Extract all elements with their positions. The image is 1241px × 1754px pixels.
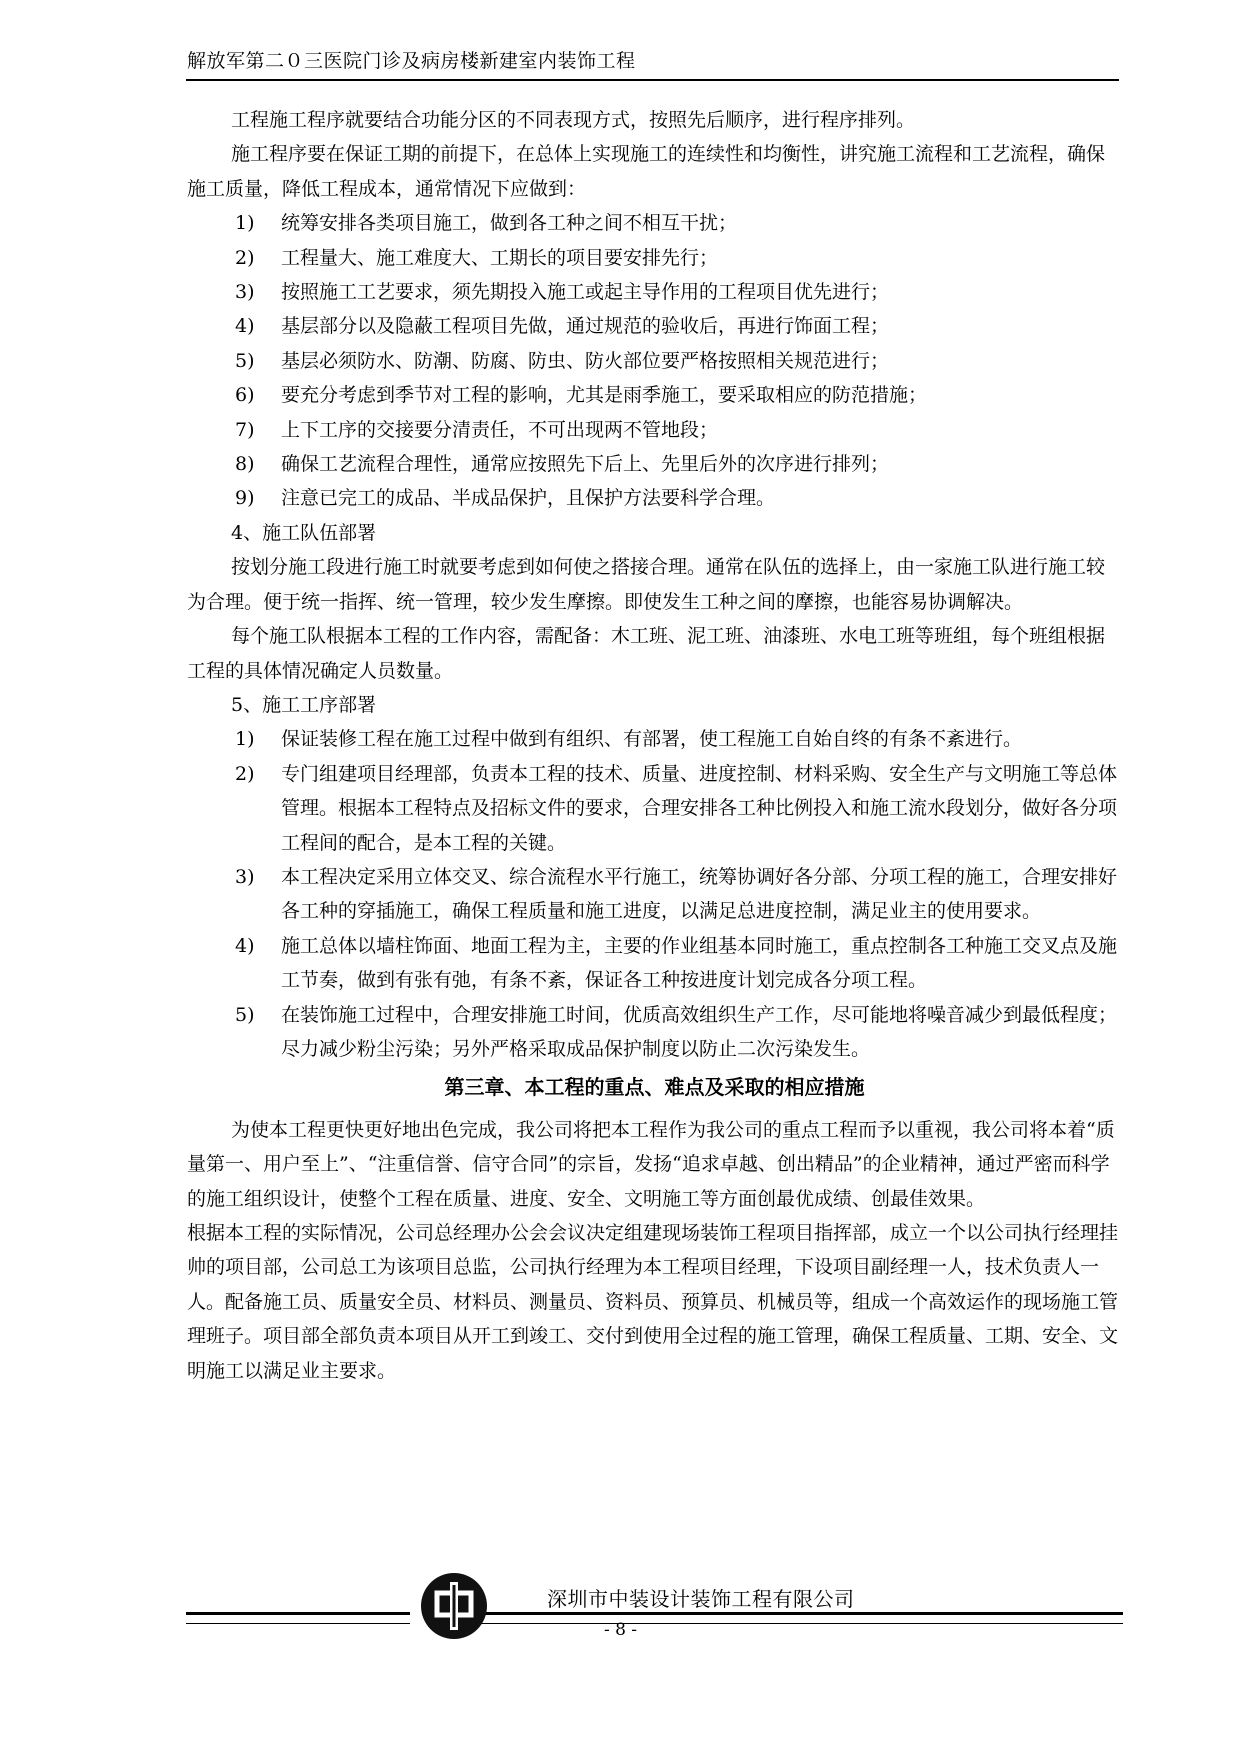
list-text: 按照施工工艺要求，须先期投入施工或起主导作用的工程项目优先进行； bbox=[281, 281, 890, 304]
list-text: 基层必须防水、防潮、防腐、防虫、防火部位要严格按照相关规范进行； bbox=[281, 349, 890, 372]
list-item bbox=[187, 413, 1122, 447]
section-heading: 4、施工队伍部署 bbox=[231, 521, 377, 544]
list-item bbox=[187, 309, 1122, 343]
list-number: 3) bbox=[235, 281, 255, 304]
list-number: 8) bbox=[235, 453, 255, 476]
list-number: 9) bbox=[235, 487, 255, 510]
list-item bbox=[187, 481, 1122, 515]
list-number: 5) bbox=[235, 1003, 255, 1026]
list-text: 基层部分以及隐蔽工程项目先做，通过规范的验收后，再进行饰面工程； bbox=[281, 315, 890, 338]
list-text: 统筹安排各类项目施工，做到各工种之间不相互干扰； bbox=[281, 212, 738, 235]
list-item bbox=[187, 998, 1122, 1067]
list-item bbox=[187, 241, 1122, 275]
chapter-title: 第三章、本工程的重点、难点及采取的相应措施 bbox=[444, 1075, 865, 1100]
list-number: 2) bbox=[235, 246, 255, 269]
list-number: 7) bbox=[235, 418, 255, 441]
header-rule bbox=[186, 79, 1119, 81]
footer-company-name: 深圳市中装设计装饰工程有限公司 bbox=[547, 1587, 855, 1611]
paragraph: 每个施工队根据本工程的工作内容，需配备：木工班、泥工班、油漆班、水电工班等班组，每个班组根据工程的具体情况确定人员数量。 bbox=[187, 625, 1106, 682]
list-item bbox=[187, 447, 1122, 481]
list-text: 施工总体以墙柱饰面、地面工程为主，主要的作业组基本同时施工，重点控制各工种施工交叉点及施工节奏，做到有张有弛，有条不紊，保证各工种按进度计划完成各分项工程。 bbox=[281, 934, 1118, 992]
list-number: 2) bbox=[235, 762, 255, 785]
section-heading: 5、施工工序部署 bbox=[231, 693, 377, 716]
paragraph: 为使本工程更快更好地出色完成，我公司将把本工程作为我公司的重点工程而予以重视，我公司将本着“质量第一、用户至上”、“注重信誉、信守合同”的宗旨，发扬“追求卓越、创出精品”的企业精神，通过严密而科学的施工组织设计，使整个工程在质量、进度、安全、文明施工等方面创最优成绩、创最佳效果。 bbox=[187, 1118, 1115, 1210]
list-text: 要充分考虑到季节对工程的影响，尤其是雨季施工，要采取相应的防范措施； bbox=[281, 384, 928, 407]
list-number: 4) bbox=[235, 934, 255, 957]
procedure-list bbox=[187, 722, 1122, 1066]
list-text: 在装饰施工过程中，合理安排施工时间，优质高效组织生产工作，尽可能地将噪音减少到最低程度；尽力减少粉尘污染；另外严格采取成品保护制度以防止二次污染发生。 bbox=[281, 1003, 1118, 1060]
list-item bbox=[187, 206, 1122, 240]
paragraph: 根据本工程的实际情况，公司总经理办公会会议决定组建现场装饰工程项目指挥部，成立一个以公司执行经理挂帅的项目部，公司总工为该项目总监，公司执行经理为本工程项目经理，下设项目副经理一人，技术负责人一人。配备施工员、质量安全员、材料员、测量员、资料员、预算员、机械员等，组成一个高效运作的现场施工管理班子。项目部全部负责本项目从开工到竣工、交付到使用全过程的施工管理，确保工程质量、工期、安全、文明施工以满足业主要求。 bbox=[187, 1222, 1119, 1382]
list-item bbox=[187, 275, 1122, 309]
list-text: 专门组建项目经理部，负责本工程的技术、质量、进度控制、材料采购、安全生产与文明施工等总体管理。根据本工程特点及招标文件的要求，合理安排各工种比例投入和施工流水段划分，做好各分项工程间的配合，是本工程的关键。 bbox=[281, 762, 1118, 854]
paragraph: 按划分施工段进行施工时就要考虑到如何使之搭接合理。通常在队伍的选择上，由一家施工队进行施工较为合理。便于统一指挥、统一管理，较少发生摩擦。即使发生工种之间的摩擦，也能容易协调解决。 bbox=[187, 556, 1106, 613]
list-item bbox=[187, 757, 1122, 860]
page-number: - 8 - bbox=[603, 1620, 638, 1640]
paragraph: 施工程序要在保证工期的前提下，在总体上实现施工的连续性和均衡性，讲究施工流程和工艺流程，确保施工质量，降低工程成本，通常情况下应做到： bbox=[187, 143, 1106, 200]
list-item bbox=[187, 378, 1122, 412]
list-text: 上下工序的交接要分清责任，不可出现两不管地段； bbox=[281, 418, 719, 441]
document-body bbox=[187, 103, 1122, 1388]
list-text: 本工程决定采用立体交叉、综合流程水平行施工，统筹协调好各分部、分项工程的施工，合理安排好各工种的穿插施工，确保工程质量和施工进度，以满足总进度控制，满足业主的使用要求。 bbox=[281, 865, 1118, 923]
list-item bbox=[187, 344, 1122, 378]
list-number: 5) bbox=[235, 349, 255, 372]
procedure-list bbox=[187, 206, 1122, 516]
list-number: 3) bbox=[235, 865, 255, 888]
list-item bbox=[187, 929, 1122, 998]
header-title: 解放军第二０三医院门诊及病房楼新建室内装饰工程 bbox=[187, 50, 636, 72]
list-item bbox=[187, 722, 1122, 756]
list-text: 保证装修工程在施工过程中做到有组织、有部署，使工程施工自始自终的有条不紊进行。 bbox=[281, 728, 1023, 751]
list-text: 注意已完工的成品、半成品保护，且保护方法要科学合理。 bbox=[281, 487, 776, 510]
paragraph: 工程施工程序就要结合功能分区的不同表现方式，按照先后顺序，进行程序排列。 bbox=[231, 109, 916, 131]
list-text: 工程量大、施工难度大、工期长的项目要安排先行； bbox=[281, 246, 719, 269]
list-item bbox=[187, 860, 1122, 929]
list-number: 1) bbox=[235, 212, 255, 235]
list-number: 4) bbox=[235, 315, 255, 338]
list-number: 6) bbox=[235, 384, 255, 407]
list-text: 确保工艺流程合理性，通常应按照先下后上、先里后外的次序进行排列； bbox=[281, 453, 890, 476]
list-number: 1) bbox=[235, 728, 255, 751]
